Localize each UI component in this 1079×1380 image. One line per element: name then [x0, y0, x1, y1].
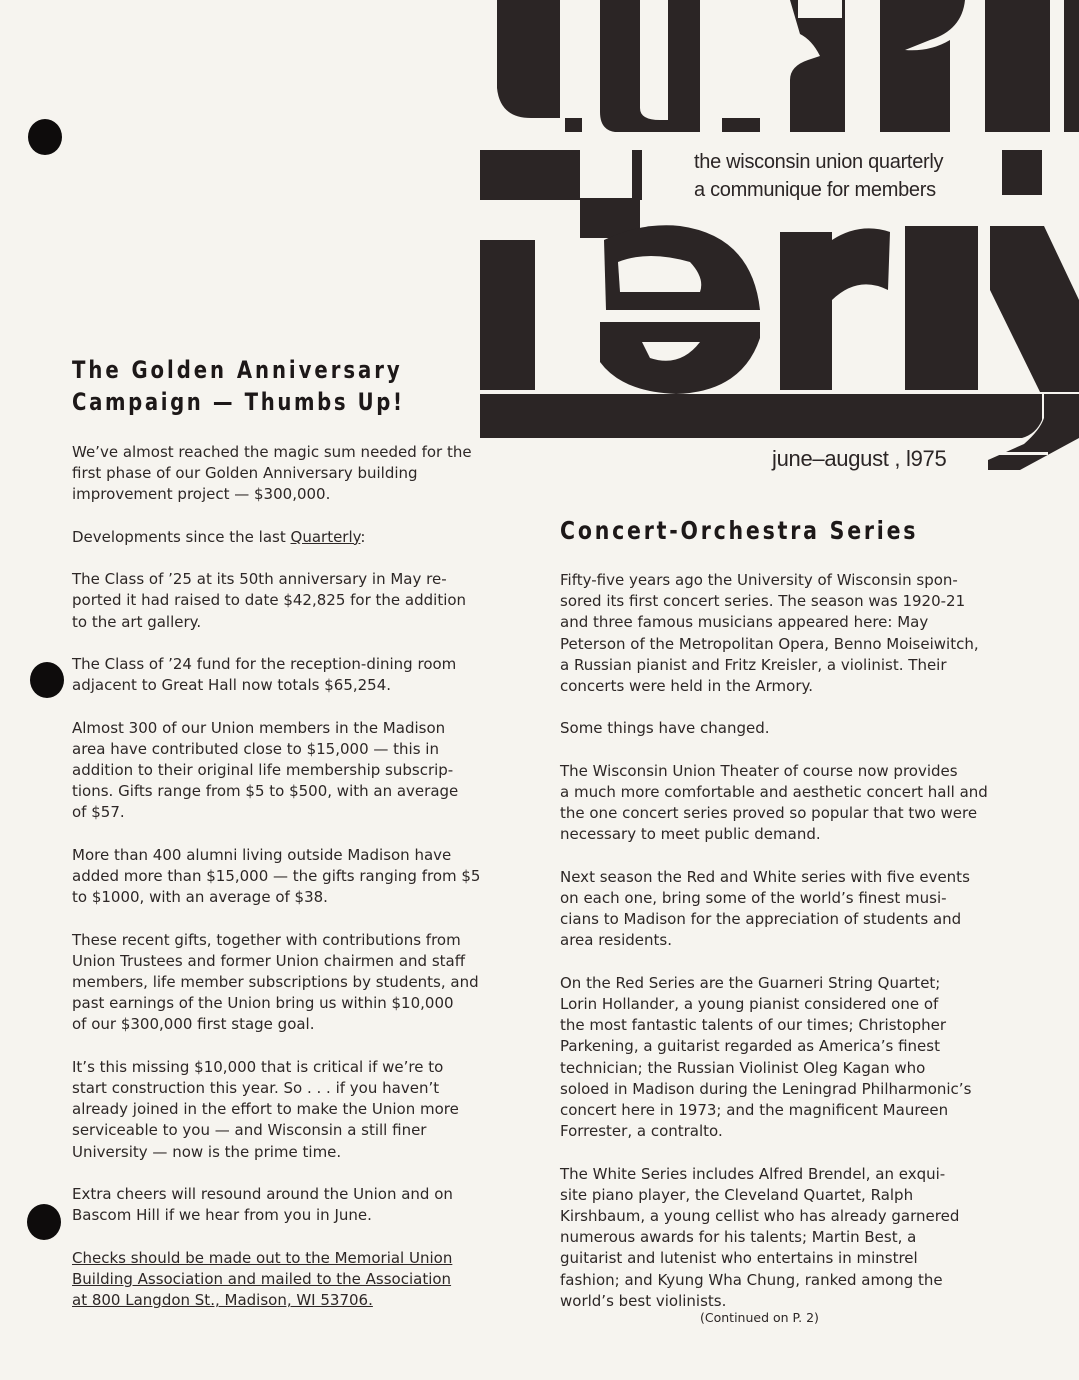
- issue-date: june–august , l975: [772, 446, 947, 471]
- continued-note: (Continued on P. 2): [700, 1310, 819, 1325]
- left-article-title-line2: Campaign — Thumbs Up!: [72, 388, 405, 416]
- left-p2: Developments since the last Quarterly:: [72, 527, 366, 546]
- left-p8: It’s this missing $10,000 that is critical if we’re to start construction this year. So . . . if you haven’t already joined in the effort to make the Union more serviceable to you — and Wisconsin a still finer University — now is the prime time.: [72, 1057, 459, 1161]
- right-p6: The White Series includes Alfred Brendel, an exqui- site piano player, the Cleveland Quartet, Ralph Kirshbaum, a young cellist who has already garnered numerous awards for his talents; Martin Best, a guitarist and lutenist who entertains in minstrel fashion; and Kyung Wha Chung, ranked among the world’s best violinists.: [560, 1164, 960, 1310]
- masthead-subtitle-line1: the wisconsin union quarterly: [694, 151, 944, 173]
- right-p5: On the Red Series are the Guarneri String Quartet; Lorin Hollander, a young pianist considered one of the most fantastic talents of our times; Christopher Parkening, a guitarist regarded as America’s finest technician; the Russian Violinist Oleg Kagan who soloed in Madison during the Leningrad Philharmonic’s concert here in 1973; and the magnificent Maureen Forrester, a contralto.: [560, 973, 972, 1141]
- left-p9: Extra cheers will resound around the Union and on Bascom Hill if we hear from you in June.: [72, 1184, 453, 1225]
- right-p1: Fifty-five years ago the University of Wisconsin spon- sored its first concert series. The season was 1920-21 and three famous musicians appeared here: May Peterson of the Metropolitan Opera, Benno Moiseiwitch, a Russian pianist and Fritz Kreisler, a violinist. Their concerts were held in the Armory.: [560, 571, 979, 696]
- left-p3: The Class of ’25 at its 50th anniversary in May re- ported it had raised to date $42,825 for the addition to the art gallery.: [72, 570, 467, 631]
- punch-hole-bottom: [27, 1204, 61, 1240]
- right-p2: Some things have changed.: [560, 719, 770, 738]
- left-p4: The Class of ’24 fund for the reception-dining room adjacent to Great Hall now totals $65,254.: [72, 654, 457, 695]
- left-p1: We’ve almost reached the magic sum needed for the first phase of our Golden Anniversary building improvement project — $300,000.: [72, 443, 472, 504]
- left-article-body: [72, 442, 482, 1332]
- right-article-title: Concert-Orchestra Series: [560, 516, 919, 545]
- left-p6: More than 400 alumni living outside Madison have added more than $15,000 — the gifts ranging from $5 to $1000, with an average of $38.: [72, 845, 481, 907]
- right-p3: The Wisconsin Union Theater of course now provides a much more comfortable and aesthetic concert hall and the one concert series proved so popular that two were necessary to meet public demand.: [560, 761, 988, 844]
- quarterly-reference: Quarterly: [290, 527, 361, 546]
- left-p7: These recent gifts, together with contributions from Union Trustees and former Union chairmen and staff members, life member subscriptions by students, and past earnings of the Union bring us within $10,000 of our $300,000 first stage goal.: [72, 930, 479, 1034]
- right-article-body: [560, 570, 1000, 1333]
- left-p5: Almost 300 of our Union members in the Madison area have contributed close to $15,000 — this in addition to their original life membership subscrip- tions. Gifts range from $5 to $500, with an average of $57.: [72, 718, 459, 822]
- punch-hole-middle: [30, 662, 64, 698]
- right-p4: Next season the Red and White series with five events on each one, bring some of the world’s finest musi- cians to Madison for the appreciation of students and area residents.: [560, 867, 970, 950]
- mailing-instructions: Checks should be made out to the Memorial Union Building Association and mailed to the Association at 800 Langdon St., Madison, WI 53706.: [72, 1248, 453, 1309]
- left-article-title-line1: The Golden Anniversary: [72, 356, 403, 384]
- masthead-subtitle-line2: a communique for members: [694, 179, 936, 201]
